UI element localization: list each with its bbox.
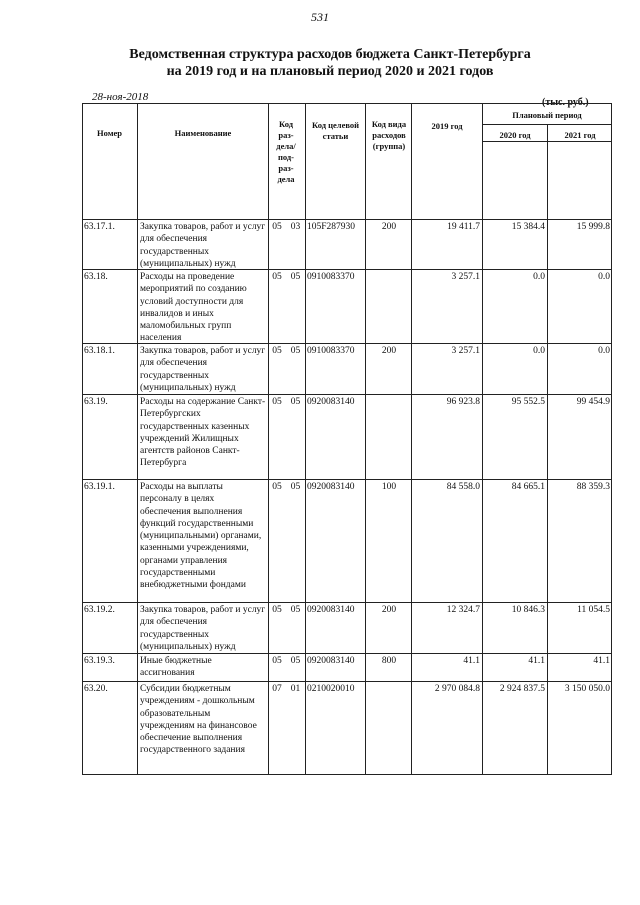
row-number: 63.18.1. xyxy=(84,346,115,356)
row-amount-2019: 2 970 084.8 xyxy=(434,684,480,694)
header-expense-code: Код вида расходов (группа) xyxy=(371,119,407,151)
row-expense-type: 800 xyxy=(381,656,397,666)
row-target-code: 0920083140 xyxy=(307,656,355,666)
row-section-code: 05 xyxy=(272,656,282,666)
row-amount-2019: 84 558.0 xyxy=(446,482,480,492)
header-2019: 2019 год xyxy=(431,121,463,131)
row-amount-2019: 3 257.1 xyxy=(451,272,480,282)
row-amount-2020: 15 384.4 xyxy=(511,222,545,232)
row-amount-2021: 0.0 xyxy=(598,346,610,356)
row-target-code: 0210020010 xyxy=(307,684,355,694)
row-expense-type: 200 xyxy=(381,222,397,232)
header-2021: 2021 год xyxy=(564,130,596,140)
row-number: 63.19.1. xyxy=(84,482,115,492)
document-title xyxy=(80,46,580,80)
row-amount-2019: 12 324.7 xyxy=(446,605,480,615)
row-amount-2019: 19 411.7 xyxy=(447,222,480,232)
row-target-code: 0920083140 xyxy=(307,397,355,407)
title-line-1: Ведомственная структура расходов бюджета Санкт-Петербурга xyxy=(129,47,531,62)
row-target-code: 105F287930 xyxy=(307,222,356,232)
row-name: Закупка товаров, работ и услуг для обеспечения государственных (муниципальных) нужд xyxy=(140,346,266,393)
row-target-code: 0920083140 xyxy=(307,482,355,492)
row-target-code: 0910083370 xyxy=(307,272,355,282)
row-section-code: 05 xyxy=(272,397,282,407)
row-amount-2020: 2 924 837.5 xyxy=(499,684,545,694)
header-number: Номер xyxy=(97,128,122,138)
row-name: Закупка товаров, работ и услуг для обеспечения государственных (муниципальных) нужд xyxy=(140,222,266,269)
row-amount-2021: 11 054.5 xyxy=(577,605,610,615)
row-name: Расходы на содержание Санкт-Петербургских государственных казенных учреждений Жилищных агентств районов Санкт-Петербурга xyxy=(140,397,266,469)
row-amount-2020: 95 552.5 xyxy=(511,397,545,407)
row-number: 63.19.3. xyxy=(84,656,115,666)
row-amount-2021: 0.0 xyxy=(598,272,610,282)
row-number: 63.19. xyxy=(84,397,108,407)
row-section-code: 05 xyxy=(272,272,282,282)
document-date: 28-ноя-2018 xyxy=(92,91,149,103)
row-section-code: 05 xyxy=(272,605,282,615)
row-number: 63.17.1. xyxy=(84,222,115,232)
units-label: (тыс. руб.) xyxy=(542,97,589,108)
row-subsection-code: 03 xyxy=(290,222,301,232)
row-subsection-code: 05 xyxy=(290,605,301,615)
row-name: Закупка товаров, работ и услуг для обеспечения государственных (муниципальных) нужд xyxy=(140,605,266,652)
row-amount-2021: 41.1 xyxy=(593,656,610,666)
row-amount-2019: 96 923.8 xyxy=(446,397,480,407)
page-number: 531 xyxy=(311,10,329,24)
row-section-code: 05 xyxy=(272,222,282,232)
header-section-code: Код раз- дела/ под- раз- дела xyxy=(276,119,296,184)
row-amount-2021: 3 150 050.0 xyxy=(564,684,610,694)
row-target-code: 0910083370 xyxy=(307,346,355,356)
row-expense-type: 100 xyxy=(381,482,397,492)
row-section-code: 07 xyxy=(272,684,282,694)
row-expense-type: 200 xyxy=(381,605,397,615)
row-number: 63.20. xyxy=(84,684,108,694)
header-2020: 2020 год xyxy=(499,130,531,140)
budget-table xyxy=(82,103,612,775)
row-amount-2019: 41.1 xyxy=(463,656,480,666)
row-subsection-code: 05 xyxy=(290,397,301,407)
row-subsection-code: 01 xyxy=(290,684,301,694)
row-name: Расходы на выплаты персоналу в целях обеспечения выполнения функций государственными (муниципальными) органами, казенными учреждениями, органами управления государственными внебюджетными фондами xyxy=(140,482,262,591)
row-amount-2021: 15 999.8 xyxy=(576,222,610,232)
header-target-code: Код целевой статьи xyxy=(311,120,360,141)
header-name: Наименование xyxy=(174,128,232,138)
row-name: Субсидии бюджетным учреждениям - дошкольным образовательным учреждениям на финансовое обеспечение выполнения государственного задания xyxy=(140,684,257,756)
row-number: 63.19.2. xyxy=(84,605,115,615)
row-expense-type: 200 xyxy=(381,346,397,356)
row-amount-2020: 0.0 xyxy=(533,272,545,282)
row-target-code: 0920083140 xyxy=(307,605,355,615)
row-amount-2020: 0.0 xyxy=(533,346,545,356)
row-amount-2021: 88 359.3 xyxy=(576,482,610,492)
title-line-2: на 2019 год и на плановый период 2020 и 2021 годов xyxy=(166,64,494,79)
row-subsection-code: 05 xyxy=(290,346,301,356)
row-amount-2021: 99 454.9 xyxy=(576,397,610,407)
row-name: Иные бюджетные ассигнования xyxy=(140,656,212,679)
row-amount-2020: 84 665.1 xyxy=(511,482,545,492)
row-section-code: 05 xyxy=(272,346,282,356)
row-amount-2020: 10 846.3 xyxy=(511,605,545,615)
row-number: 63.18. xyxy=(84,272,108,282)
row-amount-2019: 3 257.1 xyxy=(451,346,480,356)
row-name: Расходы на проведение мероприятий по созданию условий доступности для инвалидов и иных маломобильных групп населения xyxy=(140,272,247,344)
row-subsection-code: 05 xyxy=(290,272,301,282)
row-subsection-code: 05 xyxy=(290,482,301,492)
row-amount-2020: 41.1 xyxy=(528,656,545,666)
row-section-code: 05 xyxy=(272,482,282,492)
row-subsection-code: 05 xyxy=(290,656,301,666)
header-planned-period: Плановый период xyxy=(512,110,582,120)
